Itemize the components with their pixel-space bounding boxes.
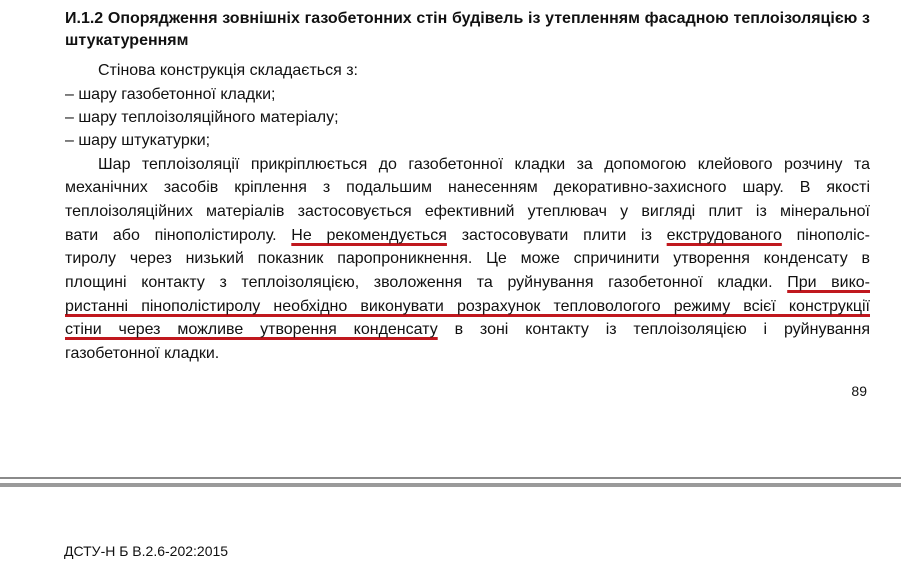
paragraph-line: тиролу через низький показник паропроникнення. Це може спричинити утворення конденсату в [65,250,870,267]
paragraph-line: механічних засобів кріплення з подальшим нанесенням декоративно-захисного шару. В якості [65,179,870,196]
highlighted-phrase: стіни через можливе утворення конденсату [65,321,438,338]
highlighted-phrase: Не рекомендується [291,227,447,244]
section-heading: И.1.2 Опорядження зовнішніх газобетонних стін будівель із утепленням фасадною теплоізоляцією з штукатуренням [65,10,870,49]
paragraph-line: газобетонної кладки. [65,345,220,362]
intro-text: Стінова конструкція складається з: [98,62,358,79]
document-code: ДСТУ-Н Б В.2.6-202:2015 [64,543,229,559]
paragraph-line: Шар теплоізоляції прикріплюється до газобетонної кладки за допомогою клейового розчину та [98,156,870,173]
highlighted-phrase: При вико- [787,274,870,291]
highlighted-line: ристанні пінополістиролу необхідно виконувати розрахунок тепловологого режиму всієї конструкції [65,298,870,315]
page-separator [0,483,901,487]
highlighted-phrase: екструдованого [666,227,782,244]
list-item: – шару теплоізоляційного матеріалу; [65,109,339,126]
paragraph-line: теплоізоляційних матеріалів застосовується ефективний утеплювач у вигляді плит із мінеральної [65,203,870,220]
page-number: 89 [851,383,867,399]
list-item: – шару газобетонної кладки; [65,86,276,103]
text-run: застосовувати плити із [461,227,652,244]
page-separator [0,477,901,479]
paragraph-line [65,320,870,342]
text-run: в зоні контакту із теплоізоляцією і руйнування [454,321,870,338]
text-run: пінополіс- [796,227,870,244]
text-run: площині контакту з теплоізоляцією, зволоження та руйнування газобетонної кладки. [65,274,773,291]
list-item: – шару штукатурки; [65,132,211,149]
text-run: вати або пінополістиролу. [65,227,277,244]
paragraph-line [65,226,870,248]
paragraph-line [65,273,870,295]
